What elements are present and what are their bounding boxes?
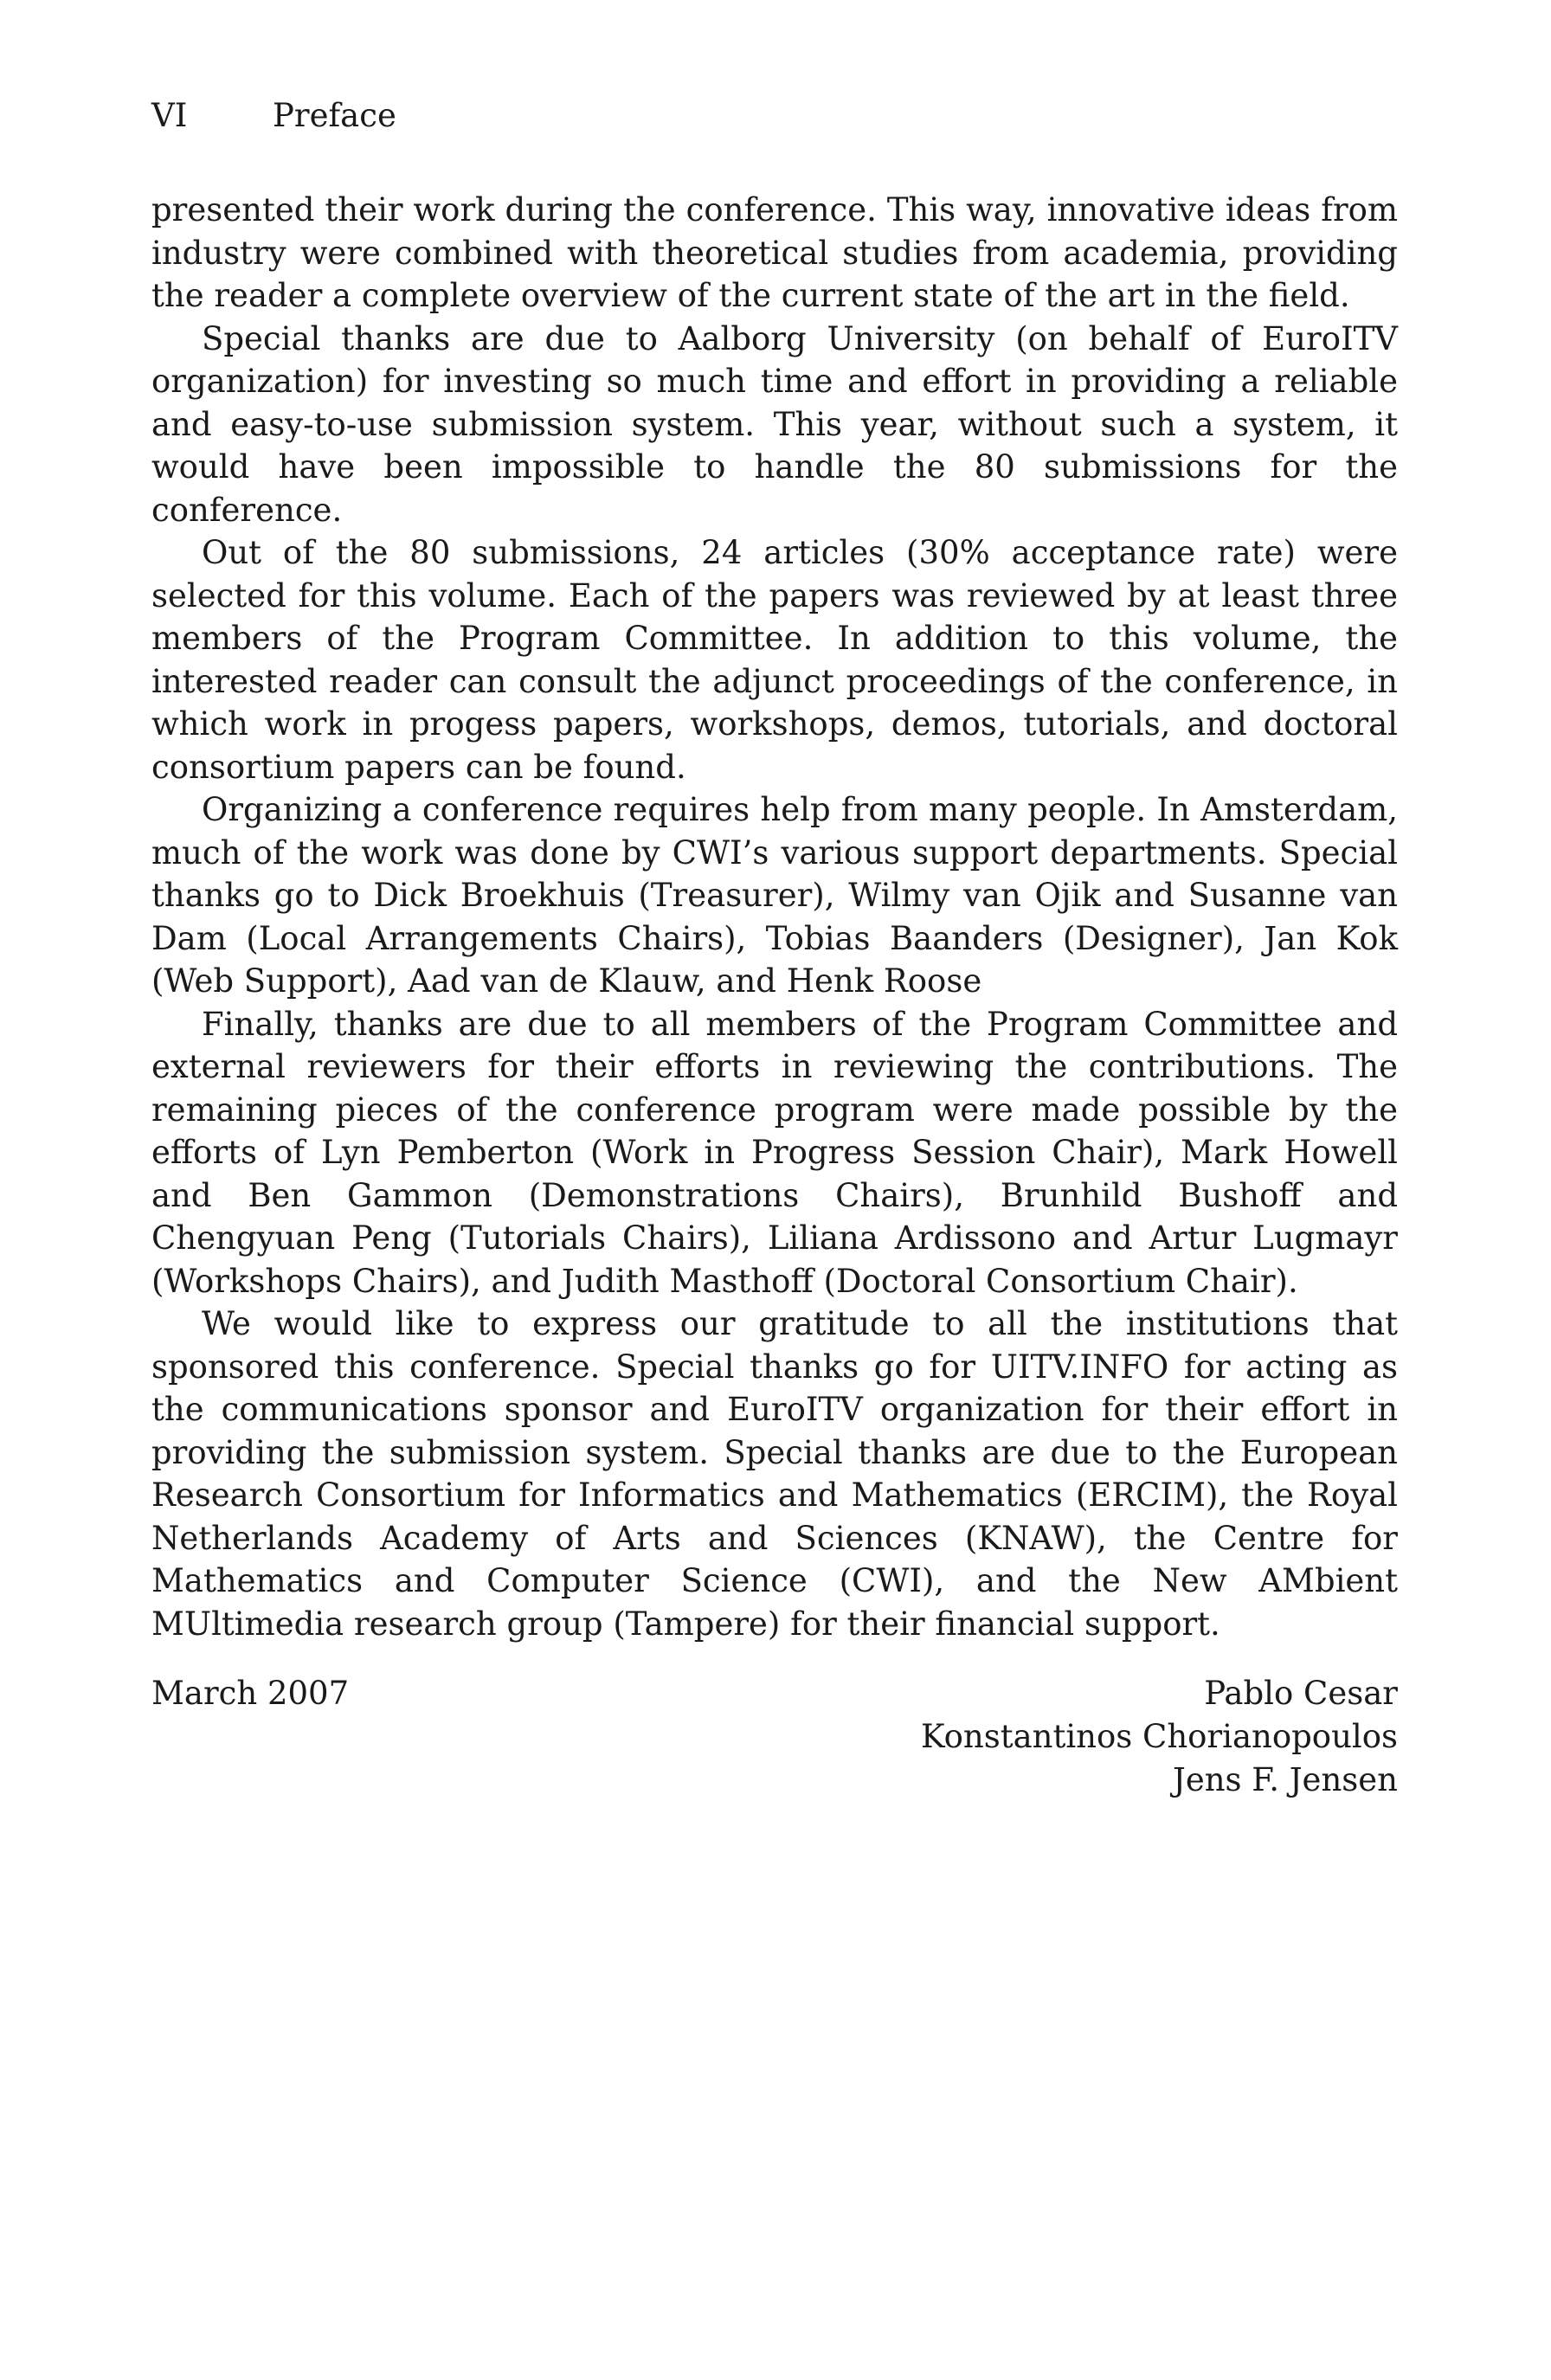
paragraph-continuation: presented their work during the conference. This way, innovative ideas from industry were combined with theoretical studies from academia, providing the reader a complete overview of the current state of the art in the field. [151, 191, 1398, 314]
signatory-name: Konstantinos Chorianopoulos [920, 1718, 1398, 1755]
paragraph-thanks-aalborg: Special thanks are due to Aalborg University (on behalf of EuroITV organization) for investing so much time and effort in providing a reliable and easy-to-use submission system. This year, without such a system, it would have been impossible to handle the 80 submissions for the conference. [151, 319, 1398, 529]
paragraph-organizing: Organizing a conference requires help from many people. In Amsterdam, much of the work was done by CWI’s various support departments. Special thanks go to Dick Broekhuis (Treasurer), Wilmy van Ojik and Susanne van Dam (Local Arrangements Chairs), Tobias Baanders (Designer), Jan Kok (Web Support), Aad van de Klauw, and Henk Roose [151, 791, 1398, 1000]
running-header [151, 95, 396, 137]
paragraph-committee-thanks: Finally, thanks are due to all members of the Program Committee and external reviewers for their efforts in reviewing the contributions. The remaining pieces of the conference program were made possible by the efforts of Lyn Pemberton (Work in Progress Session Chair), Mark Howell and Ben Gammon (Demonstrations Chairs), Brunhild Bushoff and Chengyuan Peng (Tutorials Chairs), Liliana Ardissono and Artur Lugmayr (Workshops Chairs), and Judith Masthoff (Doctoral Consortium Chair). [151, 1005, 1398, 1300]
signatory-name: Jens F. Jensen [1172, 1761, 1398, 1798]
preface-date: March 2007 [151, 1675, 350, 1712]
paragraph-sponsors: We would like to express our gratitude to all the institutions that sponsored this conference. Special thanks go for UITV.INFO for acting as the communications sponsor and EuroITV organization for their effort in providing the submission system. Special thanks are due to the European Research Consortium for Informatics and Mathematics (ERCIM), the Royal Netherlands Academy of Arts and Sciences (KNAW), the Centre for Mathematics and Computer Science (CWI), and the New AMbient MUltimedia research group (Tampere) for their financial support. [151, 1305, 1398, 1643]
paragraph-submissions: Out of the 80 submissions, 24 articles (30% acceptance rate) were selected for this volume. Each of the papers was reviewed by at least three members of the Program Committee. In addition to this volume, the interested reader can consult the adjunct proceedings of the conference, in which work in progess papers, workshops, demos, tutorials, and doctoral consortium papers can be found. [151, 534, 1398, 786]
signatories [921, 1672, 1398, 1802]
preface-body [151, 189, 1398, 1645]
signatory-name: Pablo Cesar [1204, 1675, 1398, 1712]
section-title: Preface [273, 97, 396, 134]
page-number: VI [151, 97, 188, 134]
